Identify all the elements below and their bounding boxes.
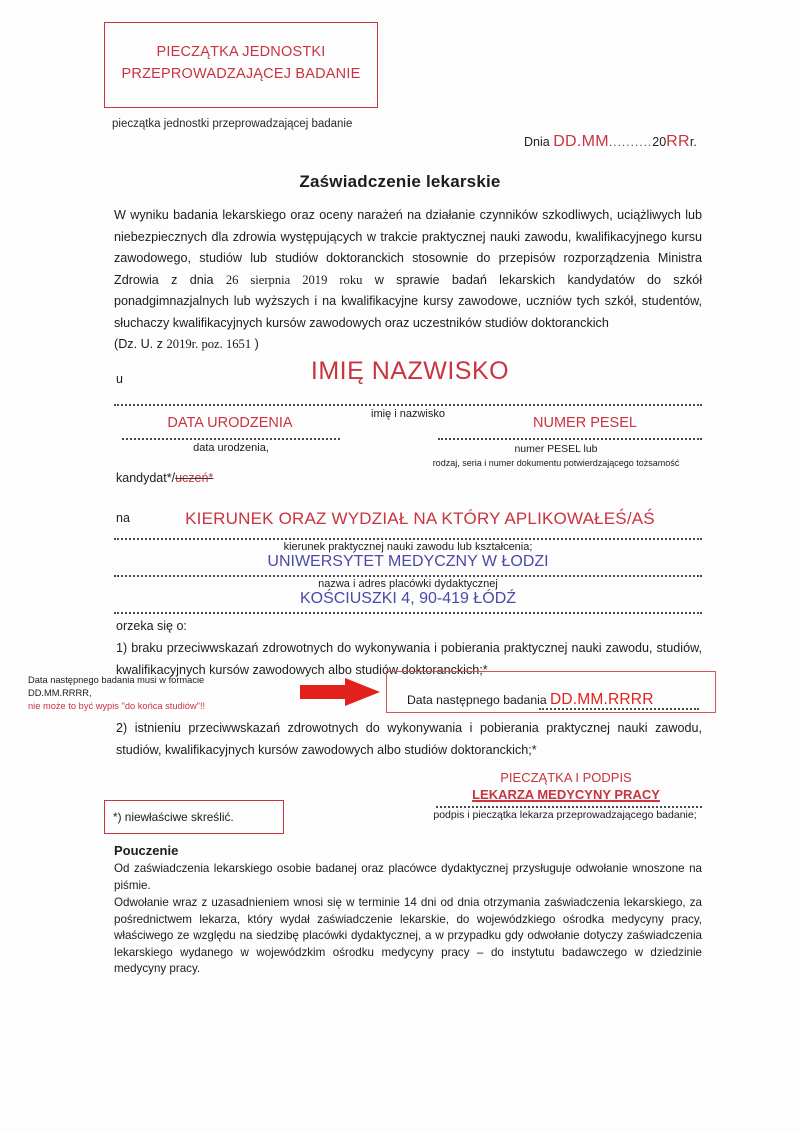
date-year-prefix: 20 xyxy=(652,135,667,149)
intro-dzu-reference: 2019r. poz. 1651 xyxy=(166,337,252,351)
birth-date-field-line xyxy=(122,438,340,440)
unit-stamp-text xyxy=(105,41,377,85)
intro-dzu-suffix: ) xyxy=(251,337,259,351)
signature-stamp-line2: LEKARZA MEDYCYNY PRACY xyxy=(472,787,660,802)
next-exam-date-value[interactable]: DD.MM.RRRR xyxy=(550,691,654,708)
pesel-caption-line1: numer PESEL lub xyxy=(514,443,598,455)
intro-regulation-date: 26 sierpnia 2019 roku xyxy=(225,272,363,287)
institution-caption: nazwa i adres placówki dydaktycznej xyxy=(318,578,498,590)
footnote-text: *) niewłaściwe skreślić. xyxy=(113,810,234,824)
footnote-box xyxy=(104,800,284,834)
signature-line xyxy=(436,806,702,808)
signature-caption: podpis i pieczątka lekarza przeprowadzającego badanie; xyxy=(433,809,697,821)
name-field-caption: imię i nazwisko xyxy=(371,408,445,420)
field-of-study-value[interactable]: KIERUNEK ORAZ WYDZIAŁ NA KTÓRY APLIKOWAŁEŚ/AŚ xyxy=(185,509,655,528)
role-candidate-label: kandydat*/ xyxy=(116,471,176,485)
birth-date-field-value[interactable]: DATA URODZENIA xyxy=(167,415,293,431)
date-year-value: RR xyxy=(666,133,690,150)
instruction-paragraph-2: Odwołanie wraz z uzasadnieniem wnosi się w terminie 14 dni od dnia otrzymania zaświadczenia lekarskiego, za pośrednictwem lekarza, który wydał zaświadczenie lekarskie, do wojewódzkiego ośrodka medycyny pracy, właściwego ze względu na siedzibę placówki dydaktycznej, a w przypadku gdy odwołanie dotyczy zaświadczenia lekarskiego wydanego w wojewódzkim ośrodku medycyny pracy – do instytutu badawczego w dziedzinie medycyny pracy. xyxy=(114,896,702,975)
intro-part1: W wyniku badania lekarskiego oraz oceny narażeń na działanie czynników szkodliwych, uciążliwych lub niebezpiecznych dla zdrowia występujących w trakcie praktycznej nauki zawodu, kwalifikacyjnego kursu zawodowego, studiów lub studiów doktoranckich stosownie do przepisów rozporządzenia Ministra Zdrowia z dnia xyxy=(114,208,702,287)
instruction-paragraph-1: Od zaświadczenia lekarskiego osobie badanej oraz placówce dydaktycznej przysługuje odwołanie wnoszone na piśmie. xyxy=(114,862,702,892)
date-line xyxy=(524,133,697,151)
annotation-note xyxy=(28,674,228,713)
institution-address-line xyxy=(114,612,702,614)
date-day-month-value: DD.MM xyxy=(553,133,609,150)
red-arrow-icon xyxy=(300,678,380,706)
next-exam-date-label: Data następnego badania xyxy=(407,693,547,707)
birth-date-field-caption: data urodzenia, xyxy=(193,442,269,454)
role-line xyxy=(116,471,213,485)
date-dot-filler: .......... xyxy=(608,135,653,149)
field-of-study-caption: kierunek praktycznej nauki zawodu lub kształcenia; xyxy=(283,541,533,553)
unit-stamp-line2: PRZEPROWADZAJĄCEJ BADANIE xyxy=(121,66,361,82)
pesel-caption-line2: rodzaj, seria i numer dokumentu potwierdzającego tożsamość xyxy=(432,458,680,468)
decision-point-2: 2) istnieniu przeciwwskazań zdrowotnych do wykonywania i pobierania praktycznej nauki zawodu, studiów, kwalifikacyjnych kursów zawodowych albo studiów doktoranckich;* xyxy=(116,721,702,757)
institution-name-line xyxy=(114,575,702,577)
field-of-study-line xyxy=(114,538,702,540)
name-field-value[interactable]: IMIĘ NAZWISKO xyxy=(310,357,510,385)
role-student-struck: uczeń* xyxy=(175,471,214,485)
intro-paragraph xyxy=(114,205,702,356)
institution-address-value[interactable]: KOŚCIUSZKI 4, 90-419 ŁÓDŹ xyxy=(299,590,517,607)
pesel-field-caption xyxy=(410,442,702,470)
pesel-field-value[interactable]: NUMER PESEL xyxy=(533,415,637,431)
page-title: Zaświadczenie lekarskie xyxy=(299,172,501,191)
annotation-note-line1: Data następnego badania musi w formacie DD.MM.RRRR, xyxy=(28,675,205,698)
decision-lead-in: orzeka się o: xyxy=(116,619,187,633)
next-exam-date-line xyxy=(539,708,699,710)
date-label: Dnia xyxy=(524,135,550,149)
intro-dzu-prefix: (Dz. U. z xyxy=(114,337,167,351)
intro-part2: w sprawie badań lekarskich kandydatów do szkół ponadgimnazjalnych lub wyższych i na kwalifikacyjne kursy zawodowe, uczniów tych szkół, studentów, słuchaczy kwalifikacyjnych kursów zawodowych oraz uczestników studiów doktoranckich xyxy=(114,272,702,330)
signature-stamp-line1: PIECZĄTKA I PODPIS xyxy=(500,770,632,785)
next-exam-date-row xyxy=(407,691,654,709)
instruction-heading: Pouczenie xyxy=(114,843,179,858)
u-label: u xyxy=(116,372,123,386)
na-label: na xyxy=(116,511,130,525)
decision-point-1: 1) braku przeciwwskazań zdrowotnych do wykonywania i pobierania praktycznej nauki zawodu, studiów, kwalifikacyjnych kursów zawodowych albo studiów doktoranckich;* xyxy=(116,641,702,677)
annotation-note-line2: nie może to być wypis "do końca studiów"!! xyxy=(28,701,206,711)
pesel-field-line xyxy=(438,438,702,440)
date-suffix: r. xyxy=(689,135,697,149)
unit-stamp-caption: pieczątka jednostki przeprowadzającej badanie xyxy=(112,118,353,130)
institution-name-value[interactable]: UNIWERSYTET MEDYCZNY W ŁODZI xyxy=(267,553,549,570)
unit-stamp-line1: PIECZĄTKA JEDNOSTKI xyxy=(156,44,326,60)
name-field-line xyxy=(114,404,702,406)
unit-stamp-box xyxy=(104,22,378,108)
next-exam-date-box xyxy=(386,671,716,713)
